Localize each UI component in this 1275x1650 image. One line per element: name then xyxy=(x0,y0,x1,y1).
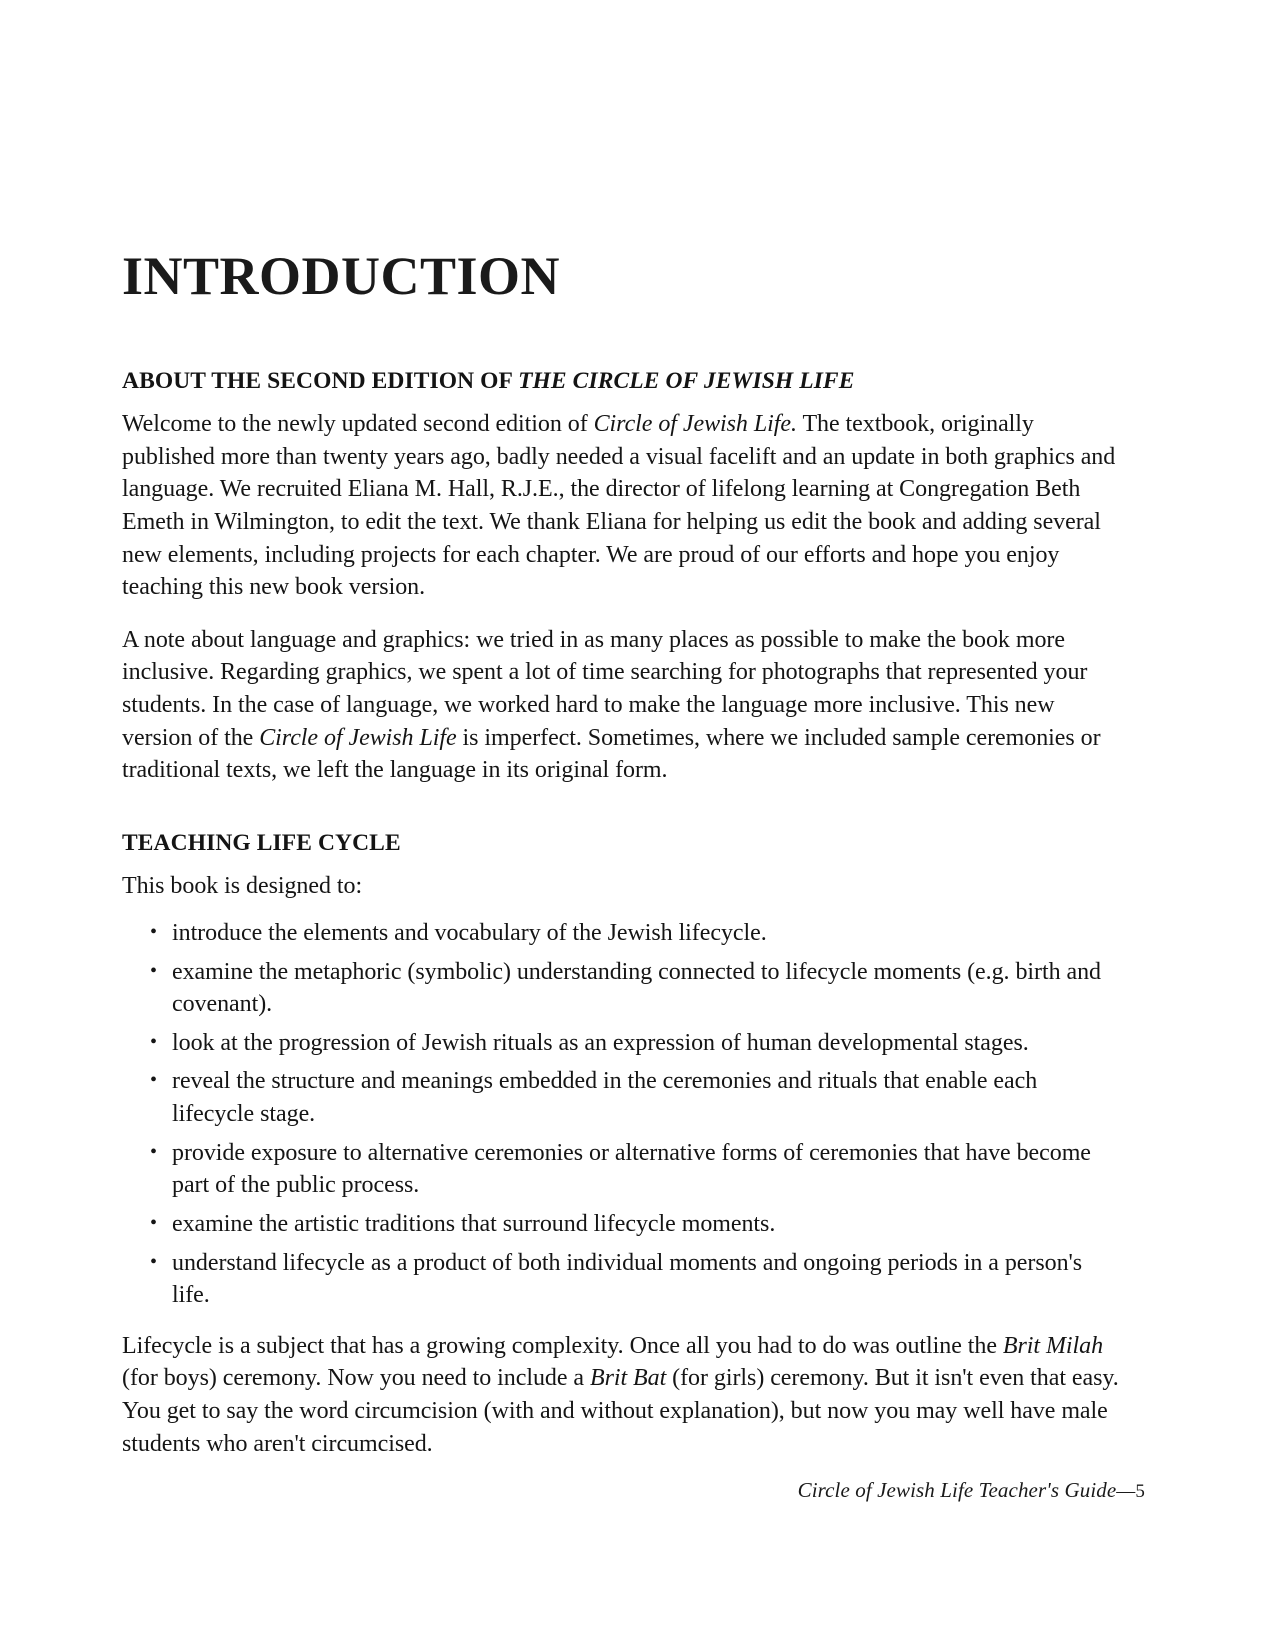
bullet-icon: • xyxy=(150,1030,157,1053)
text-run: Lifecycle is a subject that has a growing complexity. Once all you had to do was outline the xyxy=(122,1332,1003,1359)
italic-phrase: Brit Milah xyxy=(1002,1332,1104,1359)
list-item-label: reveal the structure and meanings embedded in the ceremonies and rituals that enable each lifecycle stage. xyxy=(172,1068,1038,1128)
paragraph-about-1 xyxy=(122,408,1125,604)
bullet-icon: • xyxy=(150,1140,157,1163)
footer-page-number: —5 xyxy=(1116,1481,1145,1502)
bullet-icon: • xyxy=(150,959,157,982)
list-item-label: provide exposure to alternative ceremonies or alternative forms of ceremonies that have become part of the public process. xyxy=(172,1139,1091,1199)
text-run: (for girls) ceremony. But it isn't even that easy. You get to say the word circumcision (with and without explanation), but now you may well have male students who aren't circumcised. xyxy=(122,1365,1119,1457)
paragraph-about-2 xyxy=(122,624,1125,787)
section-heading-teaching-life-cycle: TEACHING LIFE CYCLE xyxy=(122,829,401,856)
list-item xyxy=(148,1137,1125,1202)
bullet-icon: • xyxy=(150,1211,157,1234)
list-item-label: understand lifecycle as a product of both individual moments and ongoing periods in a person's life. xyxy=(172,1249,1083,1309)
list-item-label: examine the artistic traditions that surround lifecycle moments. xyxy=(172,1210,776,1237)
section-heading-about-italic: THE CIRCLE OF JEWISH LIFE xyxy=(518,367,855,394)
page-title: INTRODUCTION xyxy=(122,246,561,306)
text-run: is imperfect. Sometimes, where we included sample ceremonies or traditional texts, we left the language in its original form. xyxy=(122,724,1101,784)
bullet-icon: • xyxy=(150,1250,157,1273)
list-item xyxy=(148,1065,1125,1130)
list-item xyxy=(148,917,1125,950)
text-run: A note about language and graphics: we tried in as many places as possible to make the book more inclusive. Regarding graphics, we spent a lot of time searching for photographs that represented your students. In the case of language, we worked hard to make the language more inclusive. This new version of the xyxy=(122,626,1088,751)
bullet-icon: • xyxy=(150,920,157,943)
page-footer xyxy=(798,1478,1145,1503)
list-item xyxy=(148,1027,1125,1060)
section-heading-about xyxy=(122,367,1125,396)
designed-to-list xyxy=(122,917,1125,1312)
paragraph-designed-intro: This book is designed to: xyxy=(122,873,363,900)
paragraph-closing xyxy=(122,1330,1125,1461)
text-run: (for boys) ceremony. Now you need to include a xyxy=(122,1365,590,1392)
list-item xyxy=(148,956,1125,1021)
list-item-label: introduce the elements and vocabulary of the Jewish lifecycle. xyxy=(172,919,767,946)
bullet-icon: • xyxy=(150,1069,157,1092)
list-item xyxy=(148,1247,1125,1312)
text-run: Welcome to the newly updated second edition of xyxy=(122,411,594,438)
italic-phrase: Brit Bat xyxy=(589,1365,667,1392)
list-item-label: look at the progression of Jewish rituals as an expression of human developmental stages. xyxy=(172,1029,1029,1056)
italic-phrase: Circle of Jewish Life. xyxy=(593,411,797,438)
italic-phrase: Circle of Jewish Life xyxy=(259,724,457,751)
list-item xyxy=(148,1208,1125,1241)
footer-book-title: Circle of Jewish Life Teacher's Guide xyxy=(797,1478,1117,1502)
list-item-label: examine the metaphoric (symbolic) understanding connected to lifecycle moments (e.g. birth and covenant). xyxy=(172,958,1101,1018)
section-heading-about-plain: ABOUT THE SECOND EDITION OF xyxy=(122,367,519,394)
page-content xyxy=(122,248,1125,1460)
text-run: The textbook, originally published more than twenty years ago, badly needed a visual facelift and an update in both graphics and language. We recruited Eliana M. Hall, R.J.E., the director of lifelong learning at Congregation Beth Emeth in Wilmington, to edit the text. We thank Eliana for helping us edit the book and adding several new elements, including projects for each chapter. We are proud of our efforts and hope you enjoy teaching this new book version. xyxy=(122,411,1116,601)
